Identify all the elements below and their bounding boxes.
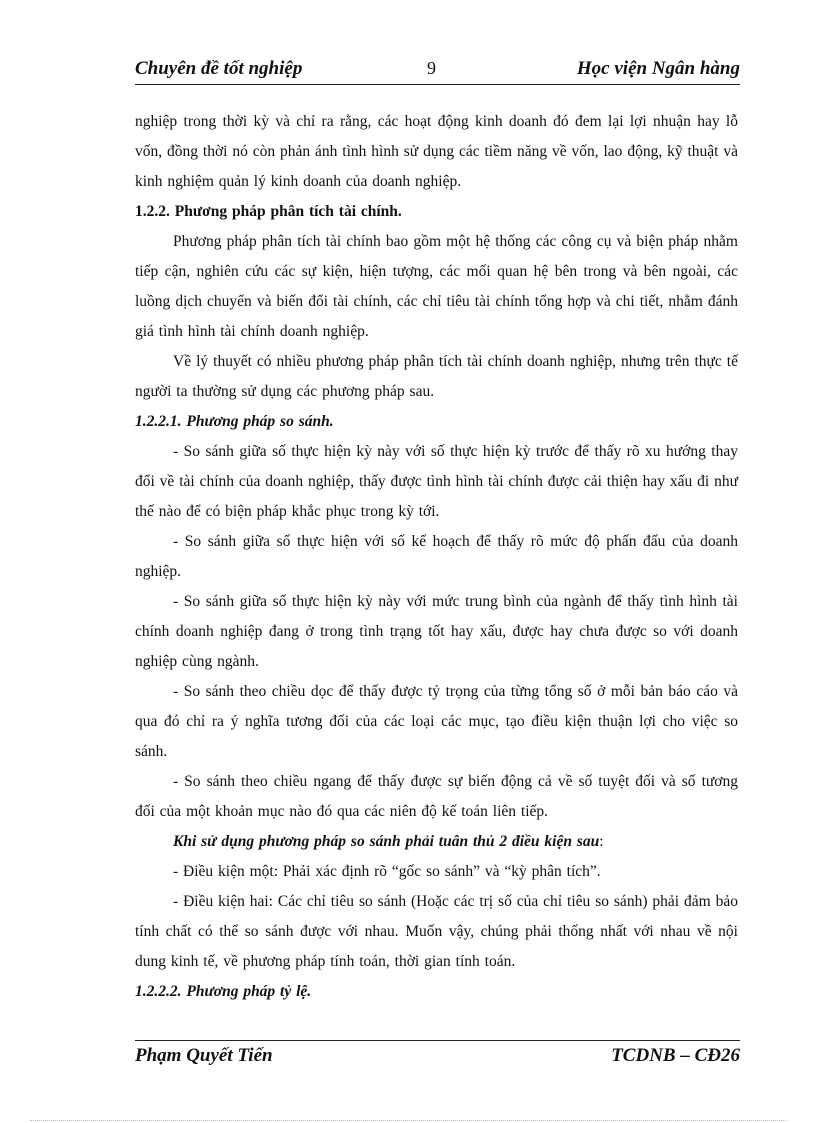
bullet-compare-industry: - So sánh giữa số thực hiện kỳ này với mức trung bình của ngành để thấy tình hình tài chính doanh nghiệp đang ở trong tình trạng tốt hay xấu, được hay chưa được so với doanh nghiệp cùng ngành. xyxy=(135,593,738,670)
bullet-compare-horizontal: - So sánh theo chiều ngang để thấy được sự biến động cả về số tuyệt đối và số tương đối của một khoản mục nào đó qua các niên độ kế toán liên tiếp. xyxy=(135,773,738,820)
subsection-heading-1-2-2-1: 1.2.2.1. Phương pháp so sánh. xyxy=(135,413,334,430)
bullet-compare-plan: - So sánh giữa số thực hiện với số kế hoạch để thấy rõ mức độ phấn đấu của doanh nghiệp. xyxy=(135,533,738,580)
footer-class-code: TCDNB – CĐ26 xyxy=(611,1045,740,1066)
condition-two: - Điều kiện hai: Các chỉ tiêu so sánh (Hoặc các trị số của chỉ tiêu so sánh) phải đảm bảo tính chất có thể so sánh được với nhau. Muốn vậy, chúng phải thống nhất với nhau về nội dung kinh tế, về phương pháp tính toán, thời gian tính toán. xyxy=(135,893,738,970)
conditions-title: Khi sử dụng phương pháp so sánh phải tuân thủ 2 điều kiện sau xyxy=(173,833,600,850)
bullet-compare-previous: - So sánh giữa số thực hiện kỳ này với số thực hiện kỳ trước để thấy rõ xu hướng thay đổi về tài chính của doanh nghiệp, thấy được tình hình tài chính được cải thiện hay xấu đi như thế nào để có biện pháp khắc phục trong kỳ tới. xyxy=(135,443,738,520)
paragraph-theory: Về lý thuyết có nhiều phương pháp phân tích tài chính doanh nghiệp, nhưng trên thực tế người ta thường sử dụng các phương pháp sau. xyxy=(135,353,738,400)
subsection-heading-1-2-2-2: 1.2.2.2. Phương pháp tỷ lệ. xyxy=(135,983,312,1000)
conditions-colon: : xyxy=(599,833,604,850)
section-heading-1-2-2: 1.2.2. Phương pháp phân tích tài chính. xyxy=(135,203,402,220)
footer-author: Phạm Quyết Tiến xyxy=(135,1045,273,1066)
paragraph-continued: nghiệp trong thời kỳ và chỉ ra rằng, các hoạt động kinh doanh đó đem lại lợi nhuận hay lỗ vốn, đồng thời nó còn phản ánh tình hình sử dụng các tiềm năng về vốn, lao động, kỹ thuật và kinh nghiệm quản lý kinh doanh của doanh nghiệp. xyxy=(135,113,738,190)
page-footer xyxy=(135,1040,740,1069)
bullet-compare-vertical: - So sánh theo chiều dọc để thấy được tỷ trọng của từng tổng số ở mỗi bản báo cáo và qua đó chỉ ra ý nghĩa tương đối của các loại các mục, tạo điều kiện thuận lợi cho việc so sánh. xyxy=(135,683,738,760)
page-body xyxy=(135,107,738,1007)
paragraph-method-definition: Phương pháp phân tích tài chính bao gồm một hệ thống các công cụ và biện pháp nhằm tiếp cận, nghiên cứu các sự kiện, hiện tượng, các mối quan hệ bên trong và bên ngoài, các luồng dịch chuyển và biến đổi tài chính, các chỉ tiêu tài chính tổng hợp và chi tiết, nhằm đánh giá tình hình tài chính doanh nghiệp. xyxy=(135,233,738,340)
page-number: 9 xyxy=(427,58,436,78)
header-institution: Học viện Ngân hàng xyxy=(576,58,740,79)
page-header xyxy=(135,56,740,85)
page-bottom-divider xyxy=(30,1120,786,1121)
header-document-title: Chuyên đề tốt nghiệp xyxy=(135,58,303,79)
conditions-intro xyxy=(135,827,738,857)
condition-one: - Điều kiện một: Phải xác định rõ “gốc so sánh” và “kỳ phân tích”. xyxy=(173,863,601,880)
